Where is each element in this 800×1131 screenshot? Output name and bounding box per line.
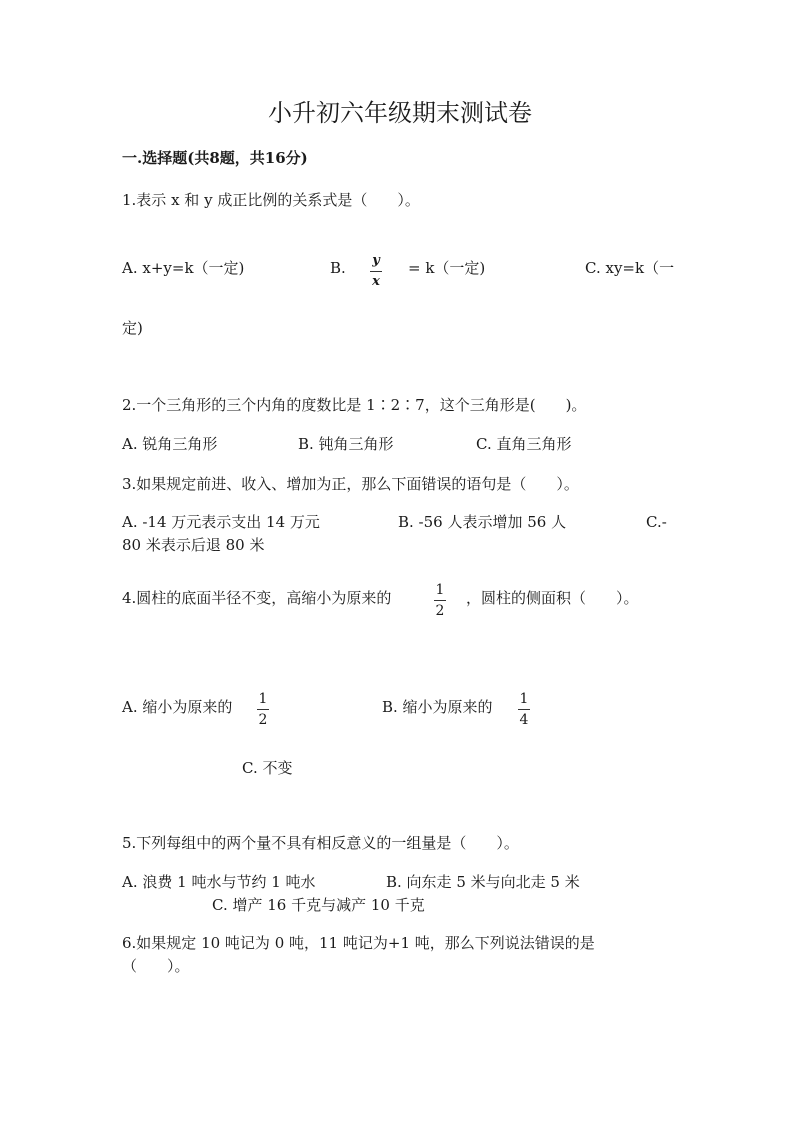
question-2-stem: 2.一个三角形的三个内角的度数比是 1∶2∶7，这个三角形是( )。 bbox=[122, 396, 587, 414]
question-1-option-c-continued: 定) bbox=[122, 319, 143, 337]
question-3-option-c: C.- bbox=[646, 513, 667, 531]
question-5-option-b: B. 向东走 5 米与向北走 5 米 bbox=[386, 873, 580, 891]
question-4-stem-end: ，圆柱的侧面积（ ）。 bbox=[466, 589, 639, 607]
fraction-numerator: 1 bbox=[435, 582, 445, 598]
fraction-bar bbox=[518, 709, 530, 710]
question-1-option-b-rest: = k（一定) bbox=[408, 259, 486, 277]
question-5-option-a: A. 浪费 1 吨水与节约 1 吨水 bbox=[122, 873, 316, 891]
fraction-numerator: 1 bbox=[519, 691, 529, 707]
question-3-option-a: A. -14 万元表示支出 14 万元 bbox=[122, 513, 320, 531]
page-title: 小升初六年级期末测试卷 bbox=[268, 99, 532, 127]
question-2-option-a: A. 锐角三角形 bbox=[122, 435, 218, 453]
fraction-denominator: 4 bbox=[519, 712, 529, 728]
question-1-option-c: C. xy=k（一 bbox=[585, 259, 675, 277]
question-4-stem-start: 4.圆柱的底面半径不变，高缩小为原来的 bbox=[122, 589, 392, 607]
question-3-option-b: B. -56 人表示增加 56 人 bbox=[398, 513, 567, 531]
question-4-option-a-fraction bbox=[257, 691, 269, 728]
question-1-option-b-label: B. bbox=[330, 259, 346, 277]
question-4-option-b-fraction bbox=[518, 691, 530, 728]
fraction-denominator: x bbox=[372, 274, 380, 289]
question-5-option-c: C. 增产 16 千克与减产 10 千克 bbox=[212, 896, 425, 914]
fraction-denominator: 2 bbox=[258, 712, 268, 728]
question-3-option-c-continued: 80 米表示后退 80 米 bbox=[122, 536, 265, 554]
fraction-bar bbox=[434, 600, 446, 601]
question-1-option-b-fraction bbox=[370, 253, 382, 290]
question-3-stem: 3.如果规定前进、收入、增加为正，那么下面错误的语句是（ ）。 bbox=[122, 475, 579, 493]
fraction-denominator: 2 bbox=[435, 603, 445, 619]
question-4-option-b: B. 缩小为原来的 bbox=[382, 698, 493, 716]
fraction-bar bbox=[370, 271, 382, 272]
question-2-option-b: B. 钝角三角形 bbox=[298, 435, 394, 453]
fraction-numerator: 1 bbox=[258, 691, 268, 707]
question-4-option-c: C. 不变 bbox=[242, 759, 293, 777]
question-6-stem: 6.如果规定 10 吨记为 0 吨，11 吨记为+1 吨，那么下列说法错误的是 bbox=[122, 934, 595, 952]
question-1-stem: 1.表示 x 和 y 成正比例的关系式是（ ）。 bbox=[122, 191, 420, 209]
question-1-option-a: A. x+y=k（一定) bbox=[122, 259, 245, 277]
question-5-stem: 5.下列每组中的两个量不具有相反意义的一组量是（ ）。 bbox=[122, 834, 519, 852]
question-4-stem-fraction bbox=[434, 582, 446, 619]
question-6-stem-continued: （ ）。 bbox=[122, 957, 190, 975]
question-4-option-a: A. 缩小为原来的 bbox=[122, 698, 233, 716]
fraction-numerator: y bbox=[372, 253, 380, 268]
section-heading: 一.选择题(共8题，共16分) bbox=[122, 149, 308, 167]
question-2-option-c: C. 直角三角形 bbox=[476, 435, 572, 453]
fraction-bar bbox=[257, 709, 269, 710]
